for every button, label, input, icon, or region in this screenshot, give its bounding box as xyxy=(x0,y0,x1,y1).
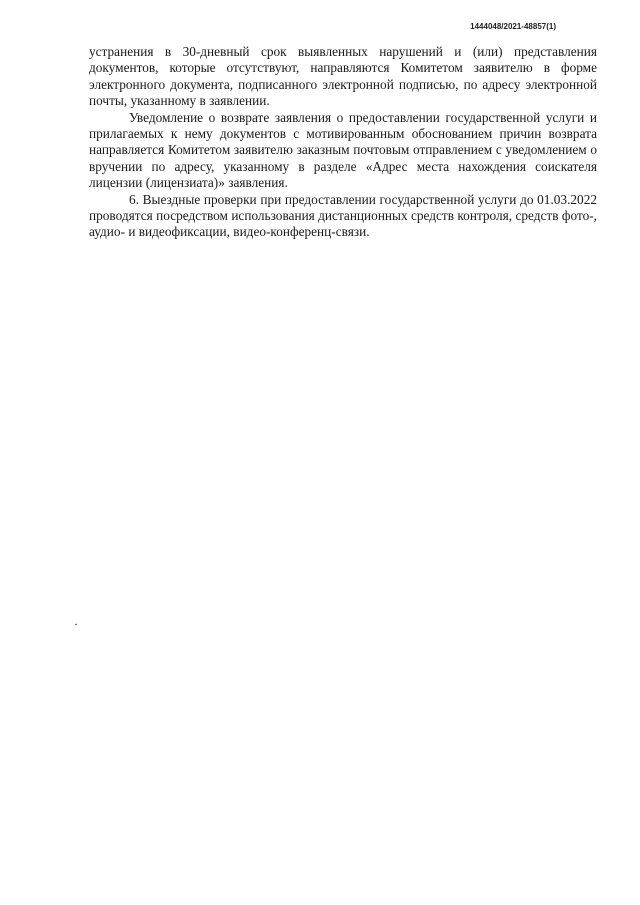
document-body xyxy=(89,44,597,241)
paragraph-on-site-inspections: 6. Выездные проверки при предоставлении государственной услуги до 01.03.2022 проводятся посредством использования дистанционных средств контроля, средств фото-, аудио- и видеофиксации, видео-конференц-связи. xyxy=(89,191,597,240)
paragraph-continuation: устранения в 30-дневный срок выявленных нарушений и (или) представления документов, которые отсутствуют, направляются Комитетом заявителю в форме электронного документа, подписанного электронной подписью, по адресу электронной почты, указанному в заявлении. xyxy=(89,44,597,109)
registration-number: 1444048/2021-48857(1) xyxy=(470,22,556,31)
scan-speck xyxy=(75,624,77,626)
paragraph-return-notice: Уведомление о возврате заявления о предоставлении государственной услуги и прилагаемых к нему документов с мотивированным обоснованием причин возврата направляется Комитетом заявителю заказным почтовым отправлением с уведомлением о вручении по адресу, указанному в разделе «Адрес места нахождения соискателя лицензии (лицензиата)» заявления. xyxy=(89,109,597,191)
